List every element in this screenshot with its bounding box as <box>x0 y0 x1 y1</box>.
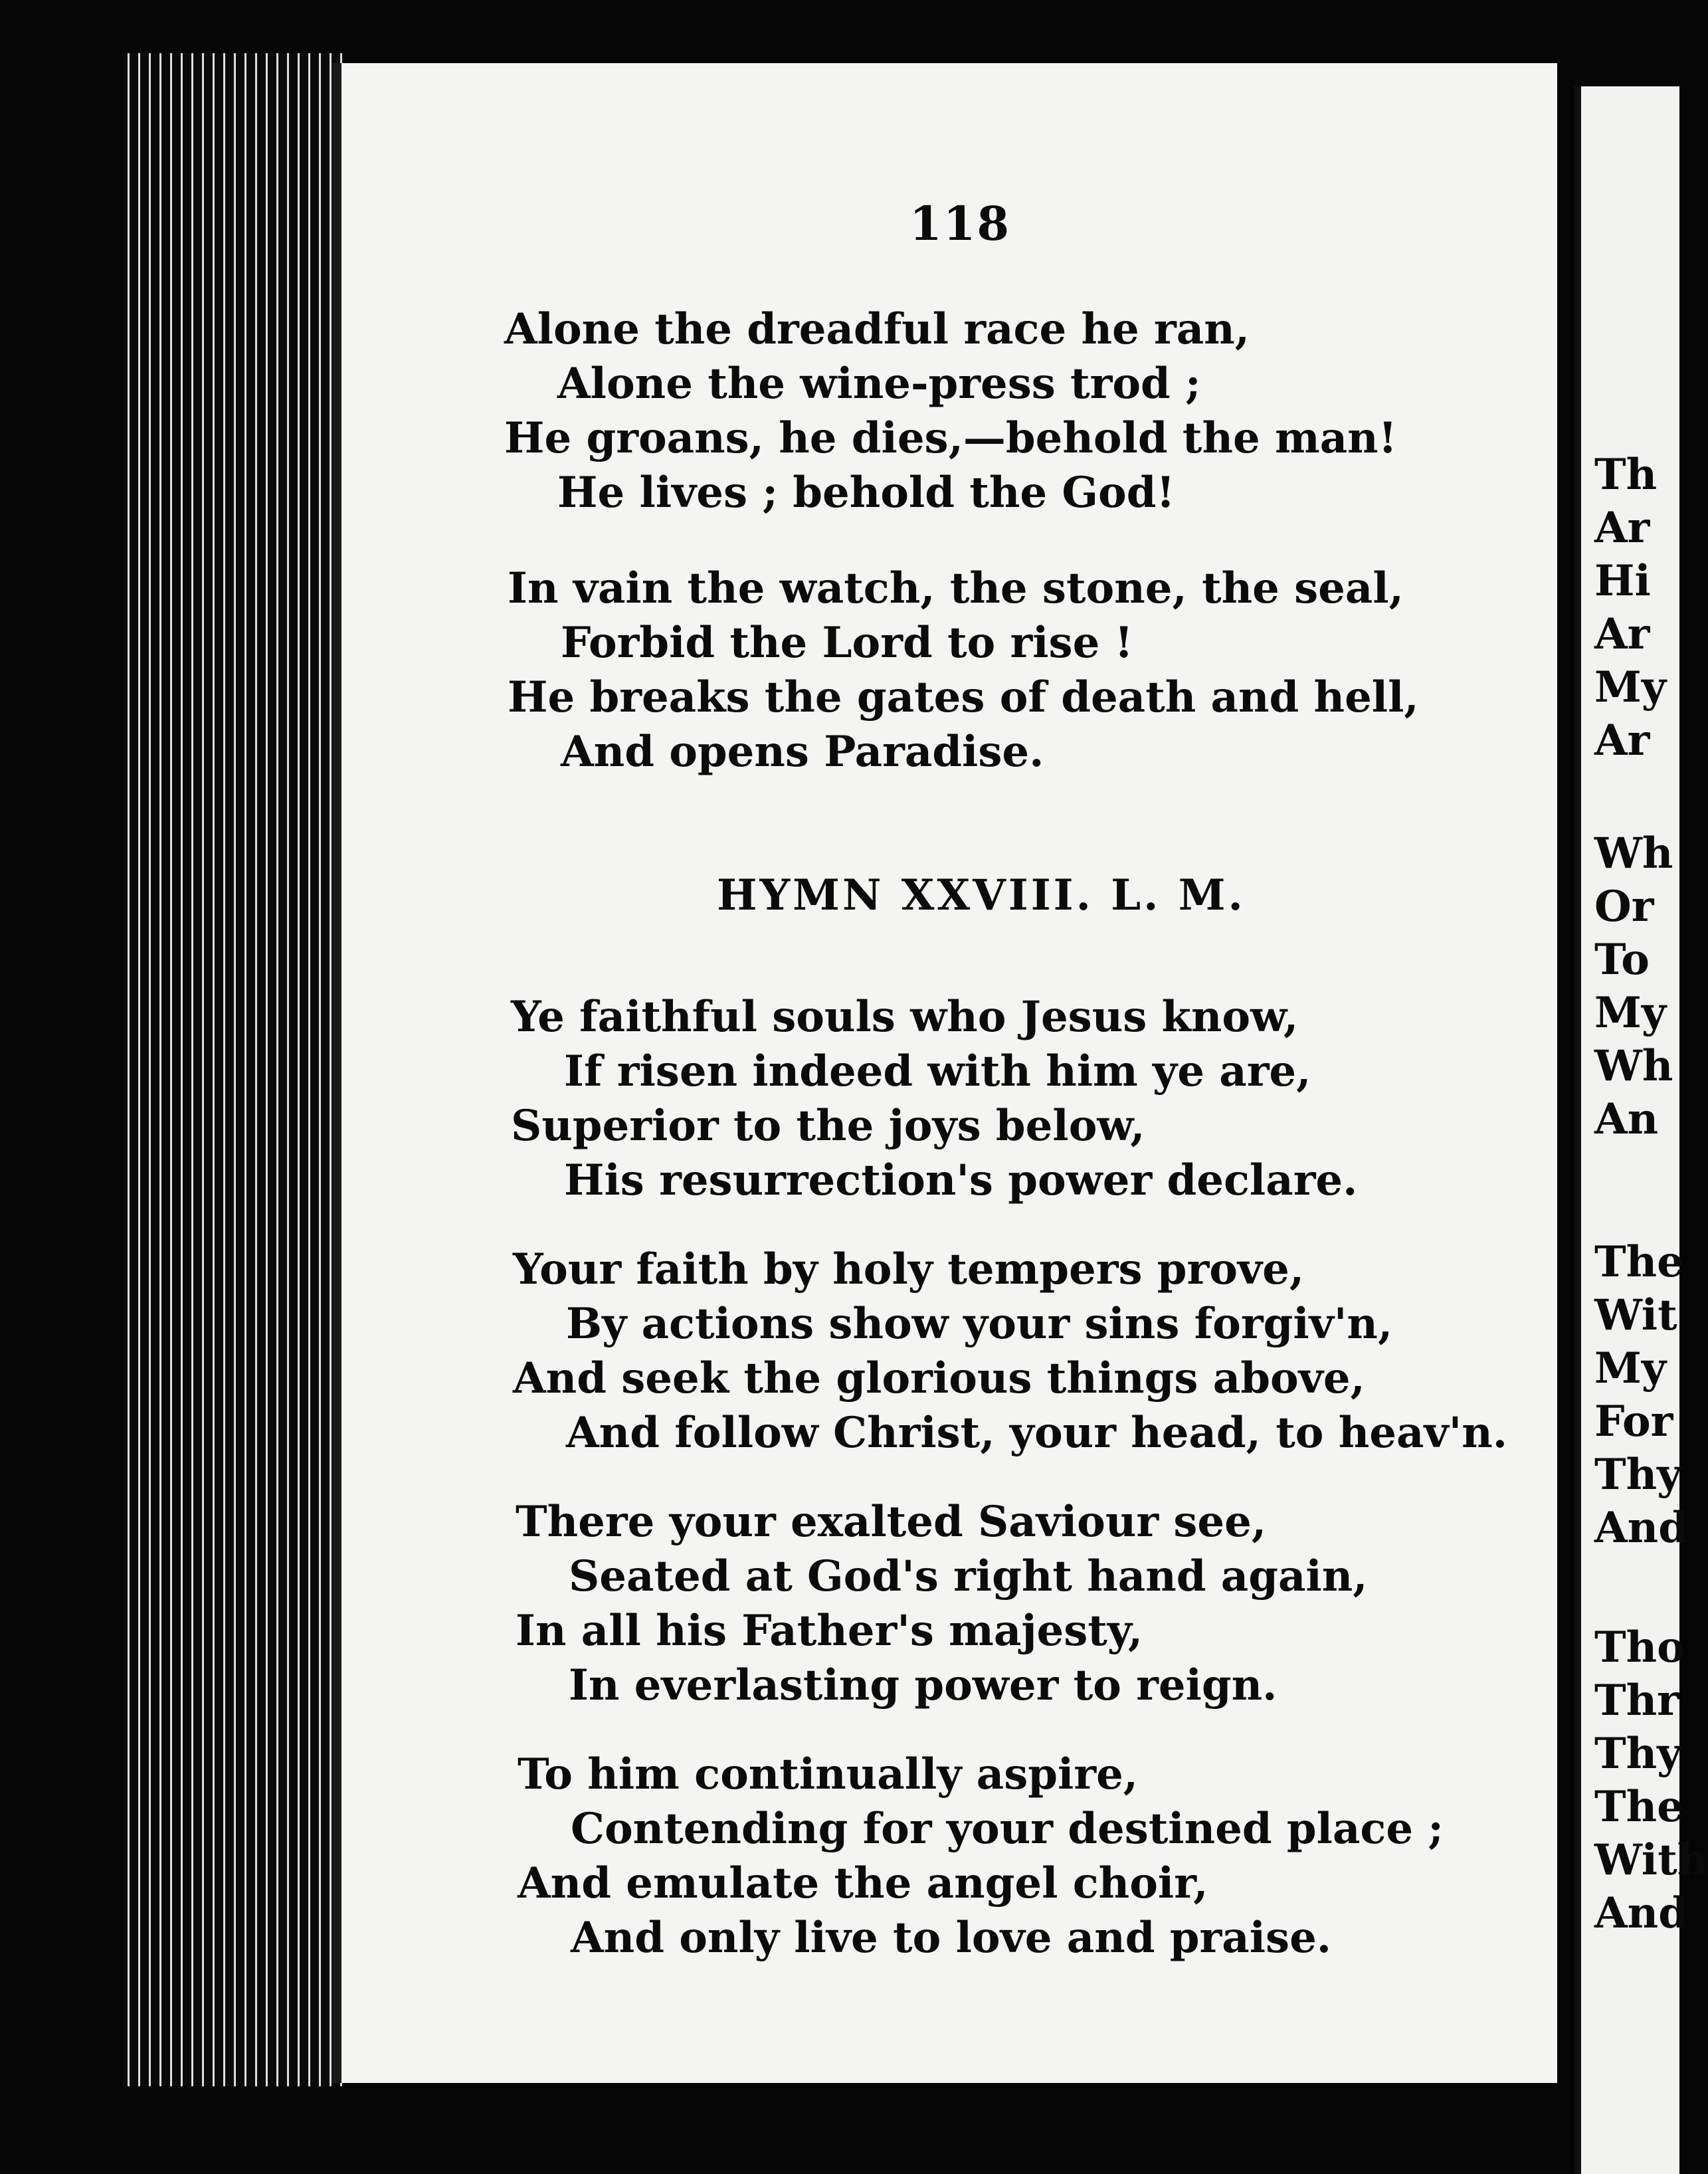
right-page-fragment: My <box>1594 1343 1667 1393</box>
right-page-fragment: For <box>1594 1397 1673 1446</box>
right-page-fragment: The <box>1594 1237 1684 1287</box>
right-page-fragment: My <box>1594 662 1667 712</box>
verse-line: And opens Paradise. <box>561 727 1044 777</box>
verse-line: And only live to love and praise. <box>571 1913 1332 1963</box>
hymn-title: HYMN XXVIII. L. M. <box>717 870 1246 920</box>
stanza <box>511 990 1357 1208</box>
right-page-fragment: Thr <box>1594 1676 1679 1726</box>
verse-line: Alone the wine-press trod ; <box>557 359 1201 409</box>
right-page-stanza <box>1594 827 1673 1146</box>
verse-line: And follow Christ, your head, to heav'n. <box>566 1408 1508 1458</box>
right-page-fragment: To <box>1594 935 1650 985</box>
right-page-fragment: And <box>1594 1503 1688 1553</box>
verse-line: He lives ; behold the God! <box>557 468 1175 518</box>
verse-line: In everlasting power to reign. <box>569 1660 1278 1710</box>
verse-line: There your exalted Saviour see, <box>516 1497 1267 1547</box>
verse-line: He groans, he dies,—behold the man! <box>504 413 1397 463</box>
right-page-fragment: My <box>1594 988 1667 1038</box>
right-page-fragment: Tho <box>1594 1623 1685 1672</box>
right-page-fragment: Thy <box>1594 1729 1682 1779</box>
verse-line: His resurrection's power declare. <box>564 1155 1358 1205</box>
verse-line: Seated at God's right hand again, <box>569 1551 1368 1601</box>
verse-line: Alone the dreadful race he ran, <box>504 304 1250 354</box>
right-page-fragment: The <box>1594 1782 1684 1832</box>
right-page-fragment: Wh <box>1594 829 1673 878</box>
right-page-fragment: An <box>1594 1094 1659 1144</box>
verse-line: In all his Father's majesty, <box>516 1606 1143 1656</box>
verse-line: And seek the glorious things above, <box>513 1353 1365 1403</box>
verse-line: He breaks the gates of death and hell, <box>508 672 1419 722</box>
right-page-fragment: Ar <box>1594 609 1650 659</box>
right-page-stanza <box>1594 448 1666 767</box>
verse-line: In vain the watch, the stone, the seal, <box>508 563 1404 613</box>
right-page-fragment: Thy <box>1594 1450 1682 1500</box>
verse-line: By actions show your sins forgiv'n, <box>566 1299 1393 1349</box>
right-page-fragment: Ar <box>1594 503 1650 553</box>
right-page-fragment: Th <box>1594 450 1658 500</box>
right-page-stanza <box>1594 1621 1708 1940</box>
stanza <box>513 1242 1507 1460</box>
right-page-fragment: And <box>1594 1888 1688 1938</box>
verse-line: And emulate the angel choir, <box>518 1858 1208 1908</box>
verse-line: Forbid the Lord to rise ! <box>561 618 1133 668</box>
page-number: 118 <box>909 196 1011 251</box>
left-page <box>332 63 1557 2083</box>
right-page-stanza <box>1594 1236 1688 1555</box>
verse-line: Superior to the joys below, <box>511 1101 1145 1151</box>
right-page-fragment: Or <box>1594 882 1654 932</box>
stanza <box>518 1747 1444 1965</box>
verse-line: Contending for your destined place ; <box>571 1804 1444 1854</box>
right-page-fragment: Ar <box>1594 716 1650 765</box>
right-page-fragment: With <box>1594 1835 1708 1885</box>
right-page-fragment: Wit <box>1594 1290 1677 1340</box>
right-page-fragment: Wh <box>1594 1041 1673 1091</box>
right-page-fragment: Hi <box>1594 556 1651 606</box>
verse-line: To him continually aspire, <box>518 1749 1139 1799</box>
stanza <box>516 1495 1368 1713</box>
verse-line: If risen indeed with him ye are, <box>564 1046 1311 1096</box>
stanza <box>504 302 1397 520</box>
verse-line: Your faith by holy tempers prove, <box>513 1244 1305 1294</box>
right-page-edge <box>1574 86 1708 2174</box>
stanza <box>508 561 1419 779</box>
verse-line: Ye faithful souls who Jesus know, <box>511 992 1299 1042</box>
book-page-edges <box>123 53 342 2086</box>
